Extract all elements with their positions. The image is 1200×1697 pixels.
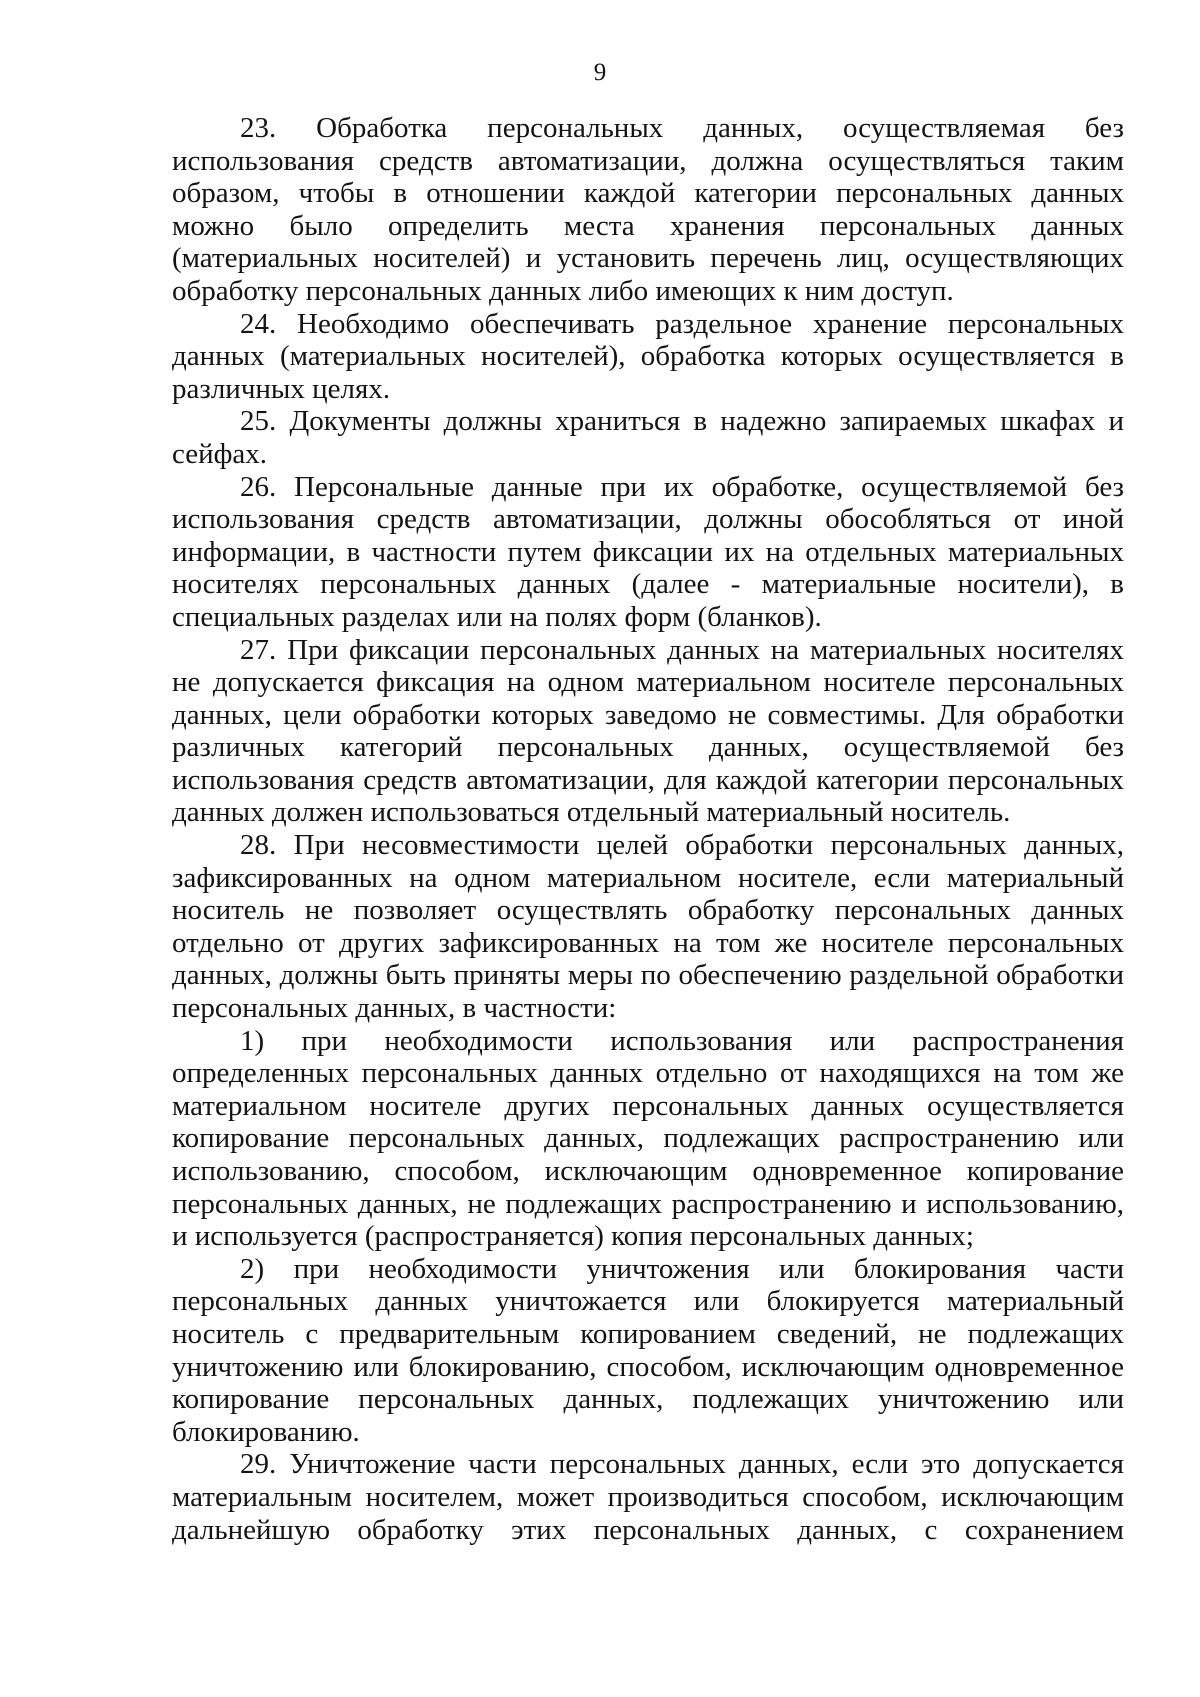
paragraph-26: 26. Персональные данные при их обработке, осуществляемой без использования средств автоматизации, должны обособляться от иной информации, в частности путем фиксации их на отдельных материальных носителях персональных данных (далее - материальные носители), в специальных разделах или на полях форм (бланков).: [172, 470, 1124, 633]
paragraph-28: 28. При несовместимости целей обработки персональных данных, зафиксированных на одном материальном носителе, если материальный носитель не позволяет осуществлять обработку персональных данных отдельно от других зафиксированных на том же носителе персональных данных, должны быть приняты меры по обеспечению раздельной обработки персональных данных, в частности:: [172, 829, 1124, 1025]
paragraph-28-item-1: 1) при необходимости использования или распространения определенных персональных данных отдельно от находящихся на том же материальном носителе других персональных данных осуществляется копирование персональных данных, подлежащих распространению или использованию, способом, исключающим одновременное копирование персональных данных, не подлежащих распространению и использованию, и используется (распространяется) копия персональных данных;: [172, 1024, 1124, 1253]
paragraph-23: 23. Обработка персональных данных, осуществляемая без использования средств автоматизации, должна осуществляться таким образом, чтобы в отношении каждой категории персональных данных можно было определить места хранения персональных данных (материальных носителей) и установить перечень лиц, осуществляющих обработку персональных данных либо имеющих к ним доступ.: [172, 112, 1124, 307]
page-number: 9: [593, 59, 607, 86]
paragraph-28-item-2: 2) при необходимости уничтожения или блокирования части персональных данных уничтожается или блокируется материальный носитель с предварительным копированием сведений, не подлежащих уничтожению или блокированию, способом, исключающим одновременное копирование персональных данных, подлежащих уничтожению или блокированию.: [172, 1252, 1124, 1448]
paragraph-24: 24. Необходимо обеспечивать раздельное хранение персональных данных (материальных носителей), обработка которых осуществляется в различных целях.: [172, 307, 1124, 405]
paragraph-29: 29. Уничтожение части персональных данных, если это допускается материальным носителем, может производиться способом, исключающим дальнейшую обработку этих персональных данных, с сохранением: [172, 1448, 1124, 1546]
paragraph-27: 27. При фиксации персональных данных на материальных носителях не допускается фиксация на одном материальном носителе персональных данных, цели обработки которых заведомо не совместимы. Для обработки различных категорий персональных данных, осуществляемой без использования средств автоматизации, для каждой категории персональных данных должен использоваться отдельный материальный носитель.: [172, 633, 1124, 829]
document-body: [172, 112, 1124, 1546]
paragraph-25: 25. Документы должны храниться в надежно запираемых шкафах и сейфах.: [172, 405, 1124, 470]
